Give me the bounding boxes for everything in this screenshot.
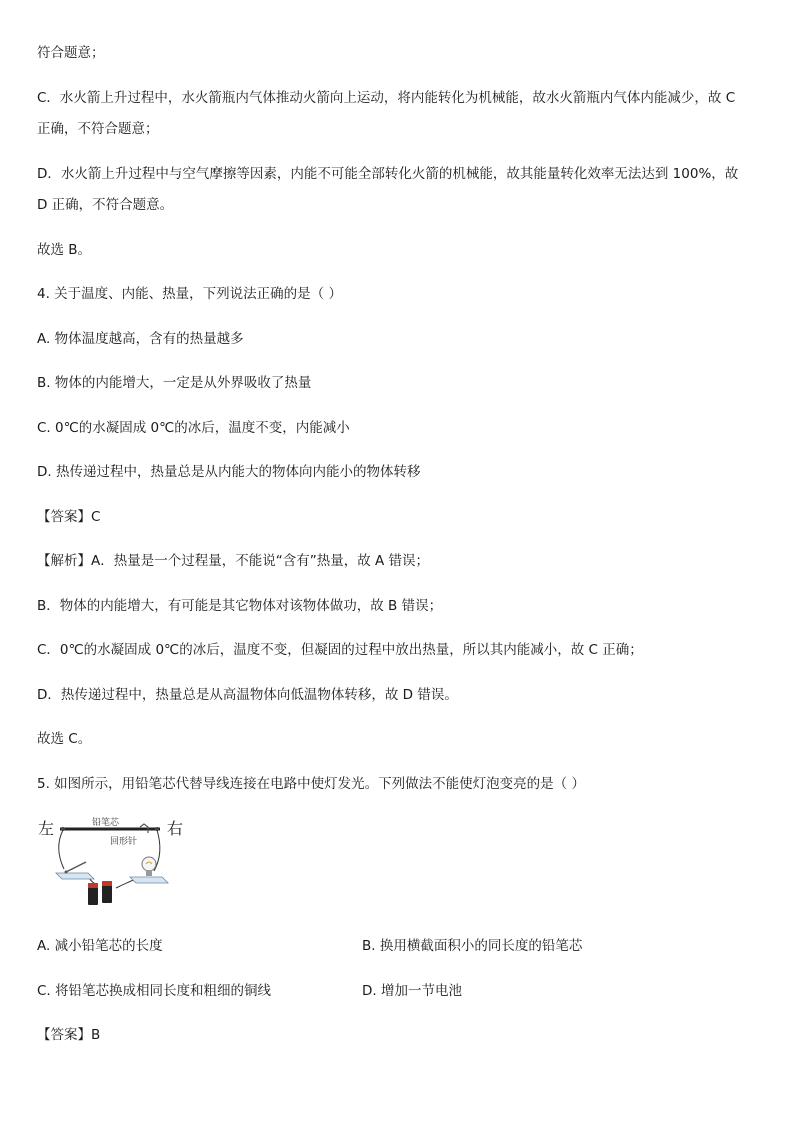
option-d: D. 热传递过程中，热量总是从内能大的物体向内能小的物体转移	[37, 464, 421, 480]
option-b: B. 换用横截面积小的同长度的铅笔芯	[362, 938, 583, 954]
explanation-line: 【解析】A．热量是一个过程量，不能说“含有”热量，故 A 错误；	[37, 553, 430, 569]
option-d: D. 增加一节电池	[362, 983, 462, 999]
text-line: C．水火箭上升过程中，水火箭瓶内气体推动火箭向上运动，将内能转化为机械能，故水火箭瓶内气体内能减少，故 C	[37, 90, 736, 106]
text-line: D 正确，不符合题意。	[37, 197, 174, 213]
circuit-diagram	[36, 813, 188, 913]
right-label: 右	[167, 819, 184, 838]
question-4: 4. 关于温度、内能、热量，下列说法正确的是（ ）	[37, 286, 342, 302]
text-line: 正确，不符合题意；	[37, 121, 159, 137]
pencil-label: 铅笔芯	[92, 818, 120, 828]
switch-base	[56, 873, 94, 879]
answer: 【答案】B	[37, 1027, 101, 1043]
option-a: A. 物体温度越高，含有的热量越多	[37, 331, 244, 347]
question-5: 5. 如图所示，用铅笔芯代替导线连接在电路中使灯发光。下列做法不能使灯泡变亮的是（ ）	[37, 776, 585, 792]
option-a: A. 减小铅笔芯的长度	[37, 938, 163, 954]
option-c: C. 将铅笔芯换成相同长度和粗细的铜线	[37, 983, 272, 999]
bulb-holder	[130, 877, 168, 883]
text-line: 故选 B。	[37, 242, 92, 258]
text-line: D．水火箭上升过程中与空气摩擦等因素，内能不可能全部转化火箭的机械能，故其能量转化效率无法达到 100%，故	[37, 166, 739, 182]
explanation-line: C．0℃的水凝固成 0℃的冰后，温度不变，但凝固的过程中放出热量，所以其内能减小，故 C 正确；	[37, 642, 643, 658]
explanation-line: 故选 C。	[37, 731, 92, 747]
explanation-line: B．物体的内能增大，有可能是其它物体对该物体做功，故 B 错误；	[37, 598, 443, 614]
answer: 【答案】C	[37, 509, 101, 525]
switch-lever-icon	[66, 862, 86, 872]
option-b: B. 物体的内能增大，一定是从外界吸收了热量	[37, 375, 312, 391]
bulb-icon	[142, 857, 156, 871]
left-label: 左	[38, 819, 55, 838]
text-line: 符合题意；	[37, 45, 105, 61]
explanation-line: D．热传递过程中，热量总是从高温物体向低温物体转移，故 D 错误。	[37, 687, 458, 703]
clip-label: 回形针	[110, 837, 138, 847]
option-c: C. 0℃的水凝固成 0℃的冰后，温度不变，内能减小	[37, 420, 350, 436]
